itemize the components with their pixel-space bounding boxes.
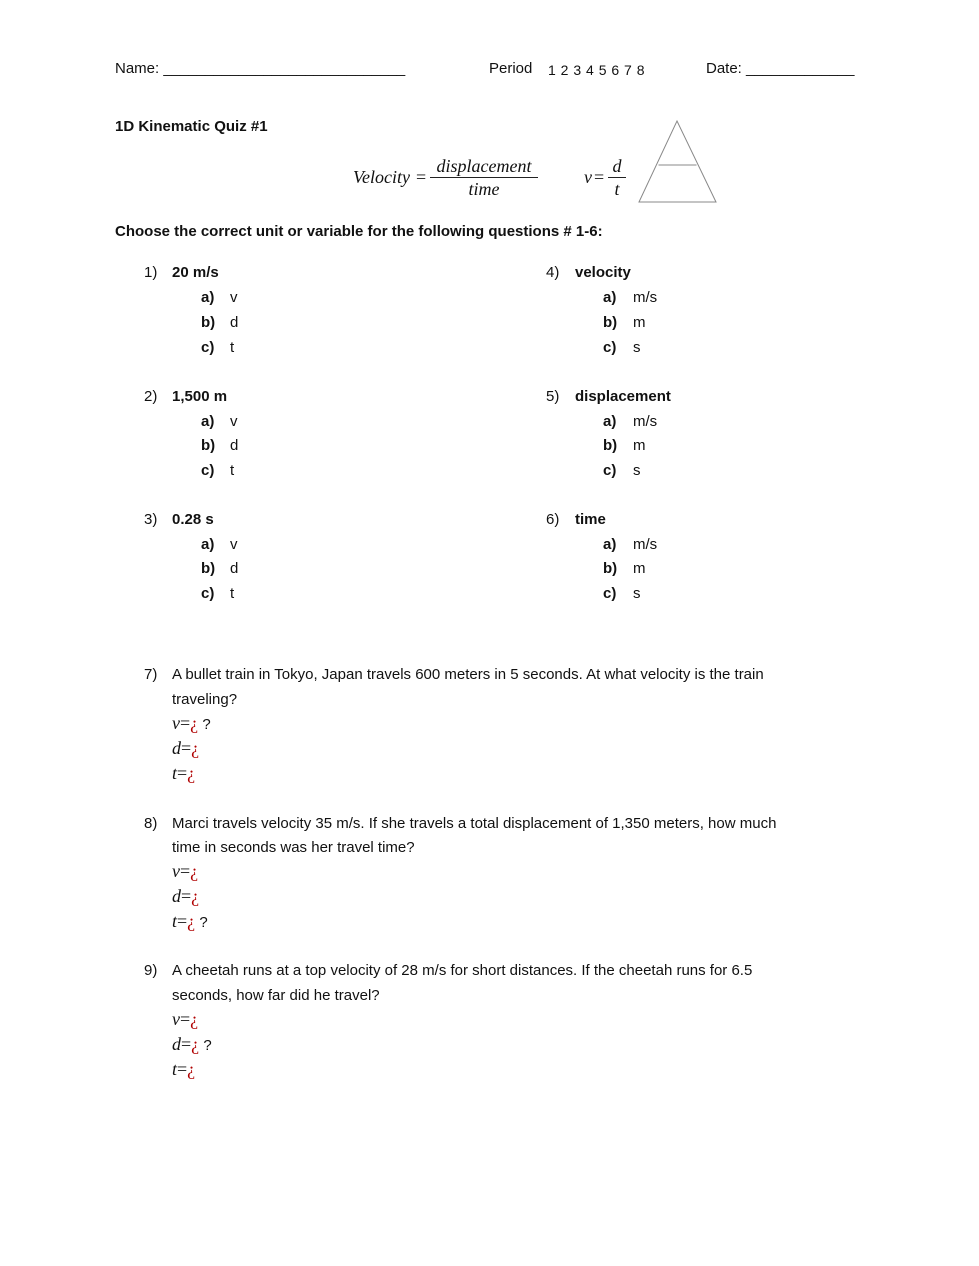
- short-formula-fraction: [608, 155, 626, 200]
- var-line-d[interactable]: [172, 887, 199, 907]
- option-text[interactable]: m/s: [633, 289, 658, 306]
- var-line-v[interactable]: [172, 862, 198, 882]
- date-field[interactable]: Date: _____________: [706, 60, 855, 77]
- problem-number: 7): [144, 666, 158, 683]
- problem-number: 8): [144, 815, 158, 832]
- option-letter[interactable]: c): [201, 339, 215, 356]
- option-text[interactable]: v: [230, 413, 238, 430]
- option-letter[interactable]: a): [201, 289, 215, 306]
- question-number: 3): [144, 511, 158, 528]
- question-number: 6): [546, 511, 560, 528]
- var-equals: =: [181, 738, 192, 758]
- option-letter[interactable]: c): [201, 585, 215, 602]
- option-text[interactable]: m: [633, 560, 646, 577]
- page-title: 1D Kinematic Quiz #1: [115, 118, 268, 135]
- var-blank: ¿: [187, 911, 196, 931]
- option-letter[interactable]: b): [603, 560, 618, 577]
- var-blank: ¿: [187, 1059, 196, 1079]
- var-name: t: [172, 763, 178, 783]
- problem-text-line: seconds, how far did he travel?: [172, 987, 380, 1004]
- option-letter[interactable]: a): [603, 413, 617, 430]
- var-blank: ¿: [191, 886, 200, 906]
- var-line-v[interactable]: [172, 1010, 198, 1030]
- option-letter[interactable]: a): [201, 536, 215, 553]
- option-text[interactable]: s: [633, 585, 641, 602]
- var-line-t[interactable]: [172, 912, 208, 932]
- formula-equals: =: [416, 167, 427, 187]
- var-name: d: [172, 886, 181, 906]
- var-blank: ¿: [191, 738, 200, 758]
- var-line-v[interactable]: [172, 714, 211, 734]
- var-name: v: [172, 713, 180, 733]
- option-text[interactable]: v: [230, 536, 238, 553]
- problem-text-line: A bullet train in Tokyo, Japan travels 600 meters in 5 seconds. At what velocity is the train: [172, 666, 764, 683]
- option-letter[interactable]: c): [603, 585, 617, 602]
- var-blank: ¿: [190, 861, 199, 881]
- var-equals: =: [180, 713, 191, 733]
- option-text[interactable]: v: [230, 289, 238, 306]
- option-text[interactable]: m: [633, 437, 646, 454]
- option-letter[interactable]: c): [201, 462, 215, 479]
- name-field[interactable]: Name: _____________________________: [115, 60, 406, 77]
- problem-text-line: time in seconds was her travel time?: [172, 839, 415, 856]
- option-text[interactable]: m/s: [633, 536, 658, 553]
- var-equals: =: [181, 886, 192, 906]
- var-blank: ¿: [190, 1009, 199, 1029]
- dvt-triangle-diagram: [638, 119, 718, 205]
- formula-fraction: [430, 155, 538, 200]
- var-line-t[interactable]: [172, 1060, 195, 1080]
- option-letter[interactable]: b): [201, 560, 216, 577]
- option-text[interactable]: d: [230, 314, 239, 331]
- problem-text-line: Marci travels velocity 35 m/s. If she travels a total displacement of 1,350 meters, how much: [172, 815, 777, 832]
- var-blank: ¿: [187, 763, 196, 783]
- option-letter[interactable]: c): [603, 462, 617, 479]
- var-line-t[interactable]: [172, 764, 195, 784]
- var-line-d[interactable]: [172, 739, 199, 759]
- option-letter[interactable]: a): [603, 536, 617, 553]
- question-number: 2): [144, 388, 158, 405]
- var-equals: =: [181, 1034, 192, 1054]
- var-suffix: ?: [199, 1037, 212, 1054]
- var-name: t: [172, 1059, 178, 1079]
- var-name: d: [172, 738, 181, 758]
- option-text[interactable]: m/s: [633, 413, 658, 430]
- short-formula-equals: =: [594, 167, 605, 187]
- question-prompt: velocity: [575, 264, 631, 281]
- short-formula-denominator: t: [608, 177, 626, 200]
- problem-text-line: A cheetah runs at a top velocity of 28 m/s for short distances. If the cheetah runs for 6.5: [172, 962, 753, 979]
- question-prompt: displacement: [575, 388, 671, 405]
- question-number: 1): [144, 264, 158, 281]
- var-name: t: [172, 911, 178, 931]
- question-prompt: 20 m/s: [172, 264, 219, 281]
- var-equals: =: [180, 861, 191, 881]
- period-label: Period: [489, 60, 533, 77]
- var-name: v: [172, 861, 180, 881]
- var-name: v: [172, 1009, 180, 1029]
- formula-denominator: time: [430, 177, 538, 200]
- question-prompt: 0.28 s: [172, 511, 214, 528]
- problem-number: 9): [144, 962, 158, 979]
- option-text[interactable]: d: [230, 437, 239, 454]
- formula-numerator: displacement: [436, 156, 532, 176]
- question-prompt: 1,500 m: [172, 388, 228, 405]
- option-letter[interactable]: b): [201, 314, 216, 331]
- option-text[interactable]: s: [633, 462, 641, 479]
- var-equals: =: [177, 1059, 188, 1079]
- option-text[interactable]: m: [633, 314, 646, 331]
- option-text[interactable]: s: [633, 339, 641, 356]
- option-letter[interactable]: a): [603, 289, 617, 306]
- option-text[interactable]: t: [230, 585, 235, 602]
- var-equals: =: [177, 763, 188, 783]
- instructions: Choose the correct unit or variable for the following questions # 1-6:: [115, 223, 603, 240]
- problem-text-line: traveling?: [172, 691, 238, 708]
- var-line-d[interactable]: [172, 1035, 212, 1055]
- question-prompt: time: [575, 511, 606, 528]
- option-letter[interactable]: a): [201, 413, 215, 430]
- var-blank: ¿: [191, 1034, 200, 1054]
- var-suffix: ?: [198, 716, 211, 733]
- option-letter[interactable]: b): [603, 314, 618, 331]
- option-text[interactable]: t: [230, 339, 235, 356]
- var-suffix: ?: [195, 914, 208, 931]
- short-formula-numerator: d: [612, 156, 622, 176]
- question-number: 5): [546, 388, 560, 405]
- var-equals: =: [177, 911, 188, 931]
- var-equals: =: [180, 1009, 191, 1029]
- var-blank: ¿: [190, 713, 199, 733]
- option-text[interactable]: d: [230, 560, 239, 577]
- period-options[interactable]: 1 2 3 4 5 6 7 8: [548, 62, 645, 78]
- triangle-outline: [639, 121, 716, 202]
- var-name: d: [172, 1034, 181, 1054]
- short-formula-lhs: v: [584, 167, 592, 187]
- option-letter[interactable]: b): [201, 437, 216, 454]
- formula-lhs: Velocity: [353, 167, 410, 187]
- question-number: 4): [546, 264, 560, 281]
- option-text[interactable]: t: [230, 462, 235, 479]
- option-letter[interactable]: b): [603, 437, 618, 454]
- option-letter[interactable]: c): [603, 339, 617, 356]
